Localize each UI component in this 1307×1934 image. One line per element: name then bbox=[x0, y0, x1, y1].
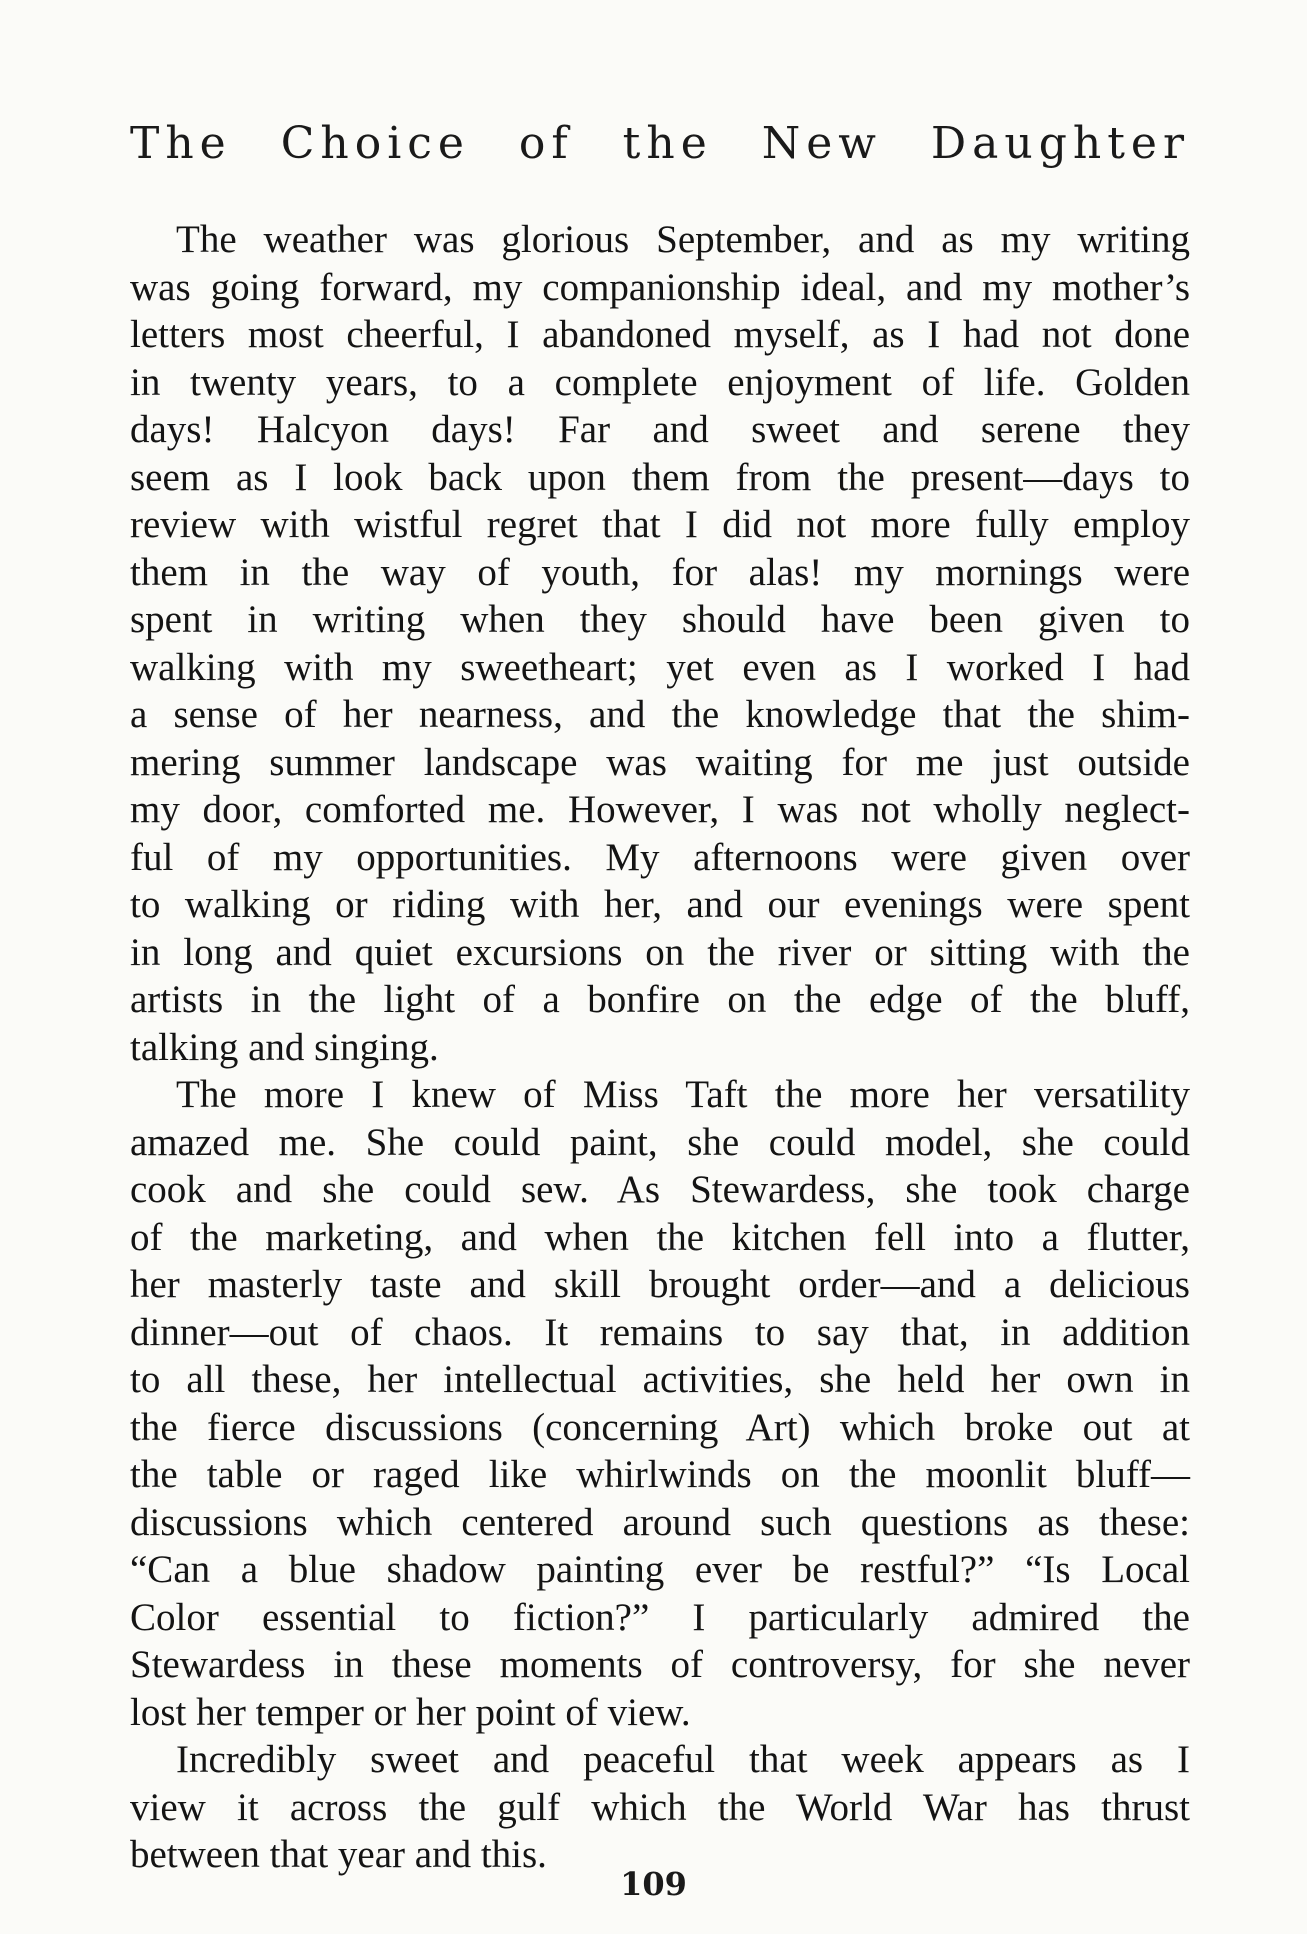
text-line: mering summer landscape was waiting for me just outside bbox=[130, 740, 1190, 784]
paragraph bbox=[130, 1736, 1190, 1879]
running-head-word: of bbox=[518, 118, 574, 169]
text-line: Color essential to fiction?” I particularly admired the bbox=[130, 1595, 1190, 1639]
text-line: them in the way of youth, for alas! my mornings were bbox=[130, 550, 1190, 594]
text-line: dinner—out of chaos. It remains to say that, in addition bbox=[130, 1310, 1190, 1354]
text-line: of the marketing, and when the kitchen fell into a flutter, bbox=[130, 1215, 1190, 1259]
text-line: the fierce discussions (concerning Art) which broke out at bbox=[130, 1405, 1190, 1449]
running-head-word: the bbox=[622, 118, 713, 169]
text-line: a sense of her nearness, and the knowledge that the shim- bbox=[130, 693, 1190, 736]
text-line: to walking or riding with her, and our evenings were spent bbox=[130, 883, 1190, 926]
text-line: my door, comforted me. However, I was not wholly neglect- bbox=[130, 788, 1190, 831]
running-head-word: The bbox=[130, 118, 232, 169]
text-line: The more I knew of Miss Taft the more her versatility bbox=[176, 1073, 1190, 1116]
text-line: was going forward, my companionship ideal, and my mother’s bbox=[130, 265, 1190, 309]
text-line: Stewardess in these moments of controversy, for she never bbox=[130, 1643, 1190, 1686]
text-line: discussions which centered around such questions as these: bbox=[130, 1500, 1190, 1544]
text-line: ful of my opportunities. My afternoons were given over bbox=[130, 835, 1190, 879]
text-line: cook and she could sew. As Stewardess, she took charge bbox=[130, 1168, 1190, 1211]
text-line: in twenty years, to a complete enjoyment of life. Golden bbox=[130, 360, 1190, 404]
text-line: in long and quiet excursions on the river or sitting with the bbox=[130, 930, 1190, 974]
text-line: between that year and this. bbox=[130, 1833, 547, 1876]
text-line: amazed me. She could paint, she could model, she could bbox=[130, 1120, 1190, 1164]
paragraph bbox=[130, 1071, 1190, 1736]
text-line: spent in writing when they should have been given to bbox=[130, 598, 1190, 641]
text-line: seem as I look back upon them from the present—days to bbox=[130, 455, 1190, 499]
running-head-word: New bbox=[761, 118, 882, 169]
text-line: the table or raged like whirlwinds on the moonlit bluff— bbox=[130, 1453, 1190, 1496]
text-line: review with wistful regret that I did not more fully employ bbox=[130, 503, 1190, 546]
text-line: Incredibly sweet and peaceful that week appears as I bbox=[176, 1738, 1190, 1781]
text-line: “Can a blue shadow painting ever be restful?” “Is Local bbox=[130, 1548, 1190, 1591]
paragraph bbox=[130, 216, 1190, 1071]
text-line: talking and singing. bbox=[130, 1025, 439, 1069]
body-text bbox=[130, 216, 1190, 1879]
text-line: days! Halcyon days! Far and sweet and serene they bbox=[130, 408, 1190, 451]
text-line: artists in the light of a bonfire on the edge of the bluff, bbox=[130, 978, 1190, 1021]
text-line: her masterly taste and skill brought order—and a delicious bbox=[130, 1263, 1190, 1306]
text-line: The weather was glorious September, and as my writing bbox=[176, 218, 1190, 261]
text-line: view it across the gulf which the World War has thrust bbox=[130, 1785, 1190, 1829]
running-head-word: Choice bbox=[280, 118, 470, 169]
running-head-word: Daughter bbox=[930, 118, 1190, 169]
text-line: lost her temper or her point of view. bbox=[130, 1690, 691, 1734]
text-line: walking with my sweetheart; yet even as I worked I had bbox=[130, 645, 1190, 689]
page-number: 109 bbox=[620, 1865, 687, 1903]
text-line: letters most cheerful, I abandoned myself, as I had not done bbox=[130, 313, 1190, 356]
running-head bbox=[130, 118, 1190, 169]
text-line: to all these, her intellectual activities, she held her own in bbox=[130, 1358, 1190, 1401]
